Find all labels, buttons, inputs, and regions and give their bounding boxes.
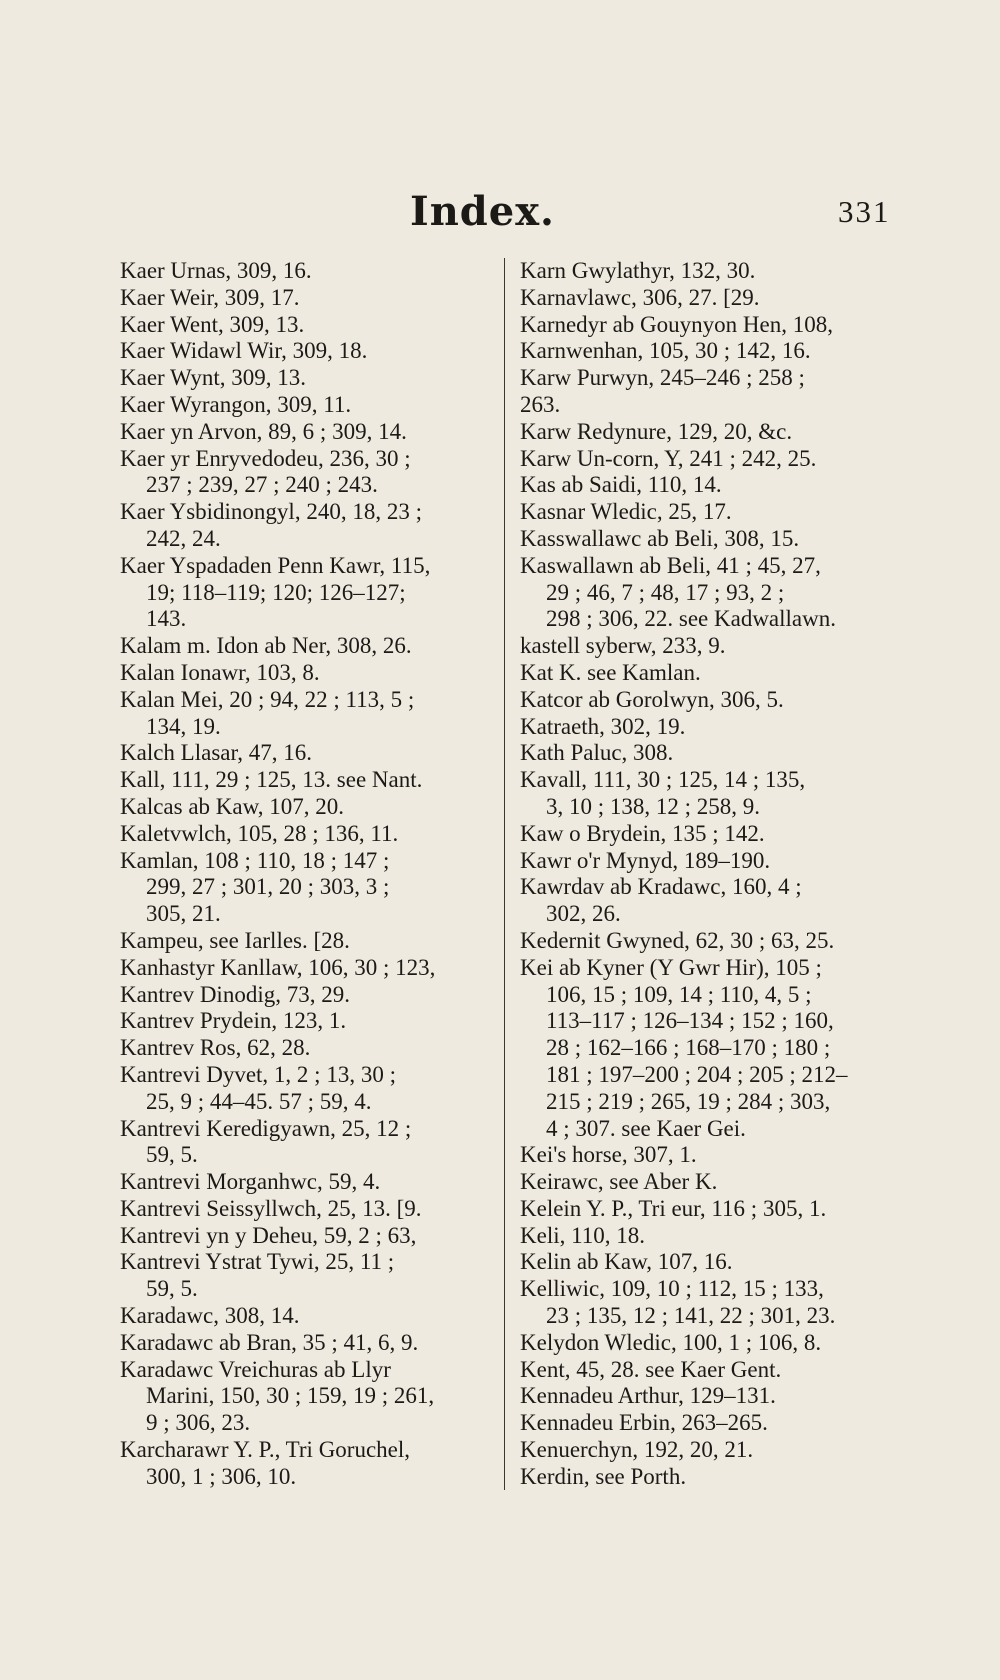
index-entry-line: 23 ; 135, 12 ; 141, 22 ; 301, 23. bbox=[546, 1303, 836, 1329]
index-entry-line: Kaw o Brydein, 135 ; 142. bbox=[520, 820, 765, 846]
index-entry-line: 59, 5. bbox=[146, 1142, 198, 1168]
index-entry-line: Kasswallawc ab Beli, 308, 15. bbox=[520, 525, 800, 551]
index-entry-line: Kedernit Gwyned, 62, 30 ; 63, 25. bbox=[520, 927, 835, 953]
index-entry-line: 215 ; 219 ; 265, 19 ; 284 ; 303, bbox=[546, 1088, 831, 1114]
index-entry-line: Kantrevi Morganhwc, 59, 4. bbox=[120, 1169, 381, 1195]
index-entry-line: Kath Paluc, 308. bbox=[520, 740, 674, 766]
index-entry-line: Kalcas ab Kaw, 107, 20. bbox=[120, 793, 344, 819]
index-entry-line: Kaer Weir, 309, 17. bbox=[120, 284, 300, 310]
index-entry-line: 300, 1 ; 306, 10. bbox=[146, 1463, 297, 1489]
index-entry-line: Kawr o'r Mynyd, 189–190. bbox=[520, 847, 771, 873]
index-entry-line: Kei's horse, 307, 1. bbox=[520, 1142, 697, 1168]
index-entry-line: Kaer Went, 309, 13. bbox=[120, 311, 305, 337]
index-entry-line: 106, 15 ; 109, 14 ; 110, 4, 5 ; bbox=[546, 981, 812, 1007]
index-entry-line: 237 ; 239, 27 ; 240 ; 243. bbox=[146, 472, 378, 498]
index-entry-line: Karnavlawc, 306, 27. [29. bbox=[520, 284, 760, 310]
index-entry-line: Kelliwic, 109, 10 ; 112, 15 ; 133, bbox=[520, 1276, 824, 1302]
index-entry-line: Karadawc, 308, 14. bbox=[120, 1303, 300, 1329]
index-entry-line: 9 ; 306, 23. bbox=[146, 1410, 251, 1436]
index-entry-line: Kas ab Saidi, 110, 14. bbox=[520, 472, 722, 498]
index-entry-line: Karw Un-corn, Y, 241 ; 242, 25. bbox=[520, 445, 817, 471]
index-entry-line: Kantrevi Keredigyawn, 25, 12 ; bbox=[120, 1115, 412, 1141]
index-entry-line: Kaer Wyrangon, 309, 11. bbox=[120, 391, 352, 417]
page-number: 331 bbox=[838, 194, 891, 229]
index-entry-line: Kaer Widawl Wir, 309, 18. bbox=[120, 338, 368, 364]
index-entry-line: Kasnar Wledic, 25, 17. bbox=[520, 499, 732, 525]
index-entry-line: Kantrevi Dyvet, 1, 2 ; 13, 30 ; bbox=[120, 1061, 396, 1087]
index-entry-line: Kalam m. Idon ab Ner, 308, 26. bbox=[120, 633, 412, 659]
index-entry-line: 263. bbox=[520, 391, 561, 417]
index-entry-line: Kaer Ysbidinongyl, 240, 18, 23 ; bbox=[120, 499, 422, 525]
index-entry-line: Kavall, 111, 30 ; 125, 14 ; 135, bbox=[520, 767, 806, 793]
index-entry-line: 19; 118–119; 120; 126–127; bbox=[146, 579, 406, 605]
index-entry-line: 59, 5. bbox=[146, 1276, 198, 1302]
column-divider bbox=[504, 258, 505, 1490]
index-entry-line: Kamlan, 108 ; 110, 18 ; 147 ; bbox=[120, 847, 390, 873]
running-head bbox=[0, 188, 1000, 238]
index-entry-line: Kaer yr Enryvedodeu, 236, 30 ; bbox=[120, 445, 411, 471]
index-column-right bbox=[520, 258, 892, 1491]
index-entry-line: Kent, 45, 28. see Kaer Gent. bbox=[520, 1356, 782, 1382]
page-title: Index. bbox=[410, 188, 555, 235]
index-entry-line: Kanhastyr Kanllaw, 106, 30 ; 123, bbox=[120, 954, 436, 980]
index-entry-line: 305, 21. bbox=[146, 901, 221, 927]
index-entry-line: Kei ab Kyner (Y Gwr Hir), 105 ; bbox=[520, 954, 822, 980]
index-entry-line: Kennadeu Arthur, 129–131. bbox=[520, 1383, 776, 1409]
index-entry-line: Kantrevi Ystrat Tywi, 25, 11 ; bbox=[120, 1249, 395, 1275]
index-entry-line: Kelin ab Kaw, 107, 16. bbox=[520, 1249, 733, 1275]
index-entry-line: kastell syberw, 233, 9. bbox=[520, 633, 726, 659]
index-entry-line: Karn Gwylathyr, 132, 30. bbox=[520, 258, 756, 283]
index-entry-line: 143. bbox=[146, 606, 187, 632]
index-entry-line: Kennadeu Erbin, 263–265. bbox=[520, 1410, 768, 1436]
index-entry-line: 134, 19. bbox=[146, 713, 221, 739]
index-entry-line: Kerdin, see Porth. bbox=[520, 1463, 687, 1489]
index-entry-line: 25, 9 ; 44–45. 57 ; 59, 4. bbox=[146, 1088, 372, 1114]
index-entry-line: Karnwenhan, 105, 30 ; 142, 16. bbox=[520, 338, 811, 364]
index-entry-line: Karw Redynure, 129, 20, &c. bbox=[520, 418, 793, 444]
index-entry-line: 302, 26. bbox=[546, 901, 621, 927]
index-entry-line: Kaer yn Arvon, 89, 6 ; 309, 14. bbox=[120, 418, 407, 444]
index-entry-line: Keirawc, see Aber K. bbox=[520, 1169, 718, 1195]
index-entry-line: Kantrevi yn y Deheu, 59, 2 ; 63, bbox=[120, 1222, 417, 1248]
index-entry-line: 29 ; 46, 7 ; 48, 17 ; 93, 2 ; bbox=[546, 579, 785, 605]
index-entry-line: 298 ; 306, 22. see Kadwallawn. bbox=[546, 606, 836, 632]
index-entry-line: Kelein Y. P., Tri eur, 116 ; 305, 1. bbox=[520, 1195, 827, 1221]
index-entry-line: Katcor ab Gorolwyn, 306, 5. bbox=[520, 686, 784, 712]
index-entry-line: 3, 10 ; 138, 12 ; 258, 9. bbox=[546, 793, 761, 819]
index-entry-line: Katraeth, 302, 19. bbox=[520, 713, 686, 739]
index-entry-line: 181 ; 197–200 ; 204 ; 205 ; 212– bbox=[546, 1061, 848, 1087]
index-entry-line: Kantrev Prydein, 123, 1. bbox=[120, 1008, 347, 1034]
index-entry-line: 4 ; 307. see Kaer Gei. bbox=[546, 1115, 746, 1141]
index-entry-line: Karcharawr Y. P., Tri Goruchel, bbox=[120, 1437, 411, 1463]
index-entry-line: Kampeu, see Iarlles. [28. bbox=[120, 927, 350, 953]
index-entry-line: 242, 24. bbox=[146, 525, 221, 551]
index-entry-line: Kaer Yspadaden Penn Kawr, 115, bbox=[120, 552, 431, 578]
index-entry-line: Kelydon Wledic, 100, 1 ; 106, 8. bbox=[520, 1329, 822, 1355]
index-entry-line: Kawrdav ab Kradawc, 160, 4 ; bbox=[520, 874, 802, 900]
index-entry-line: 113–117 ; 126–134 ; 152 ; 160, bbox=[546, 1008, 834, 1034]
index-entry-line: Kaer Urnas, 309, 16. bbox=[120, 258, 312, 283]
index-entry-line: Karadawc ab Bran, 35 ; 41, 6, 9. bbox=[120, 1329, 419, 1355]
index-entry-line: Karnedyr ab Gouynyon Hen, 108, bbox=[520, 311, 833, 337]
index-entry-line: Kantrev Ros, 62, 28. bbox=[120, 1035, 311, 1061]
index-entry-line: Kenuerchyn, 192, 20, 21. bbox=[520, 1437, 754, 1463]
index-entry-line: Kaletvwlch, 105, 28 ; 136, 11. bbox=[120, 820, 399, 846]
index-entry-line: 299, 27 ; 301, 20 ; 303, 3 ; bbox=[146, 874, 390, 900]
index-entry-line: Kalan Ionawr, 103, 8. bbox=[120, 659, 320, 685]
index-entry-line: 28 ; 162–166 ; 168–170 ; 180 ; bbox=[546, 1035, 831, 1061]
index-entry-line: Kaswallawn ab Beli, 41 ; 45, 27, bbox=[520, 552, 821, 578]
index-entry-line: Kalan Mei, 20 ; 94, 22 ; 113, 5 ; bbox=[120, 686, 415, 712]
index-entry-line: Karw Purwyn, 245–246 ; 258 ; bbox=[520, 365, 805, 391]
index-entry-line: Kantrev Dinodig, 73, 29. bbox=[120, 981, 350, 1007]
index-entry-line: Keli, 110, 18. bbox=[520, 1222, 645, 1248]
index-entry-line: Kantrevi Seissyllwch, 25, 13. [9. bbox=[120, 1195, 422, 1221]
index-entry-line: Kaer Wynt, 309, 13. bbox=[120, 365, 306, 391]
index-entry-line: Kalch Llasar, 47, 16. bbox=[120, 740, 312, 766]
index-entry-line: Kall, 111, 29 ; 125, 13. see Nant. bbox=[120, 767, 423, 793]
index-entry-line: Kat K. see Kamlan. bbox=[520, 659, 701, 685]
index-column-left bbox=[120, 258, 492, 1491]
index-entry-line: Marini, 150, 30 ; 159, 19 ; 261, bbox=[146, 1383, 435, 1409]
index-entry-line: Karadawc Vreichuras ab Llyr bbox=[120, 1356, 391, 1382]
